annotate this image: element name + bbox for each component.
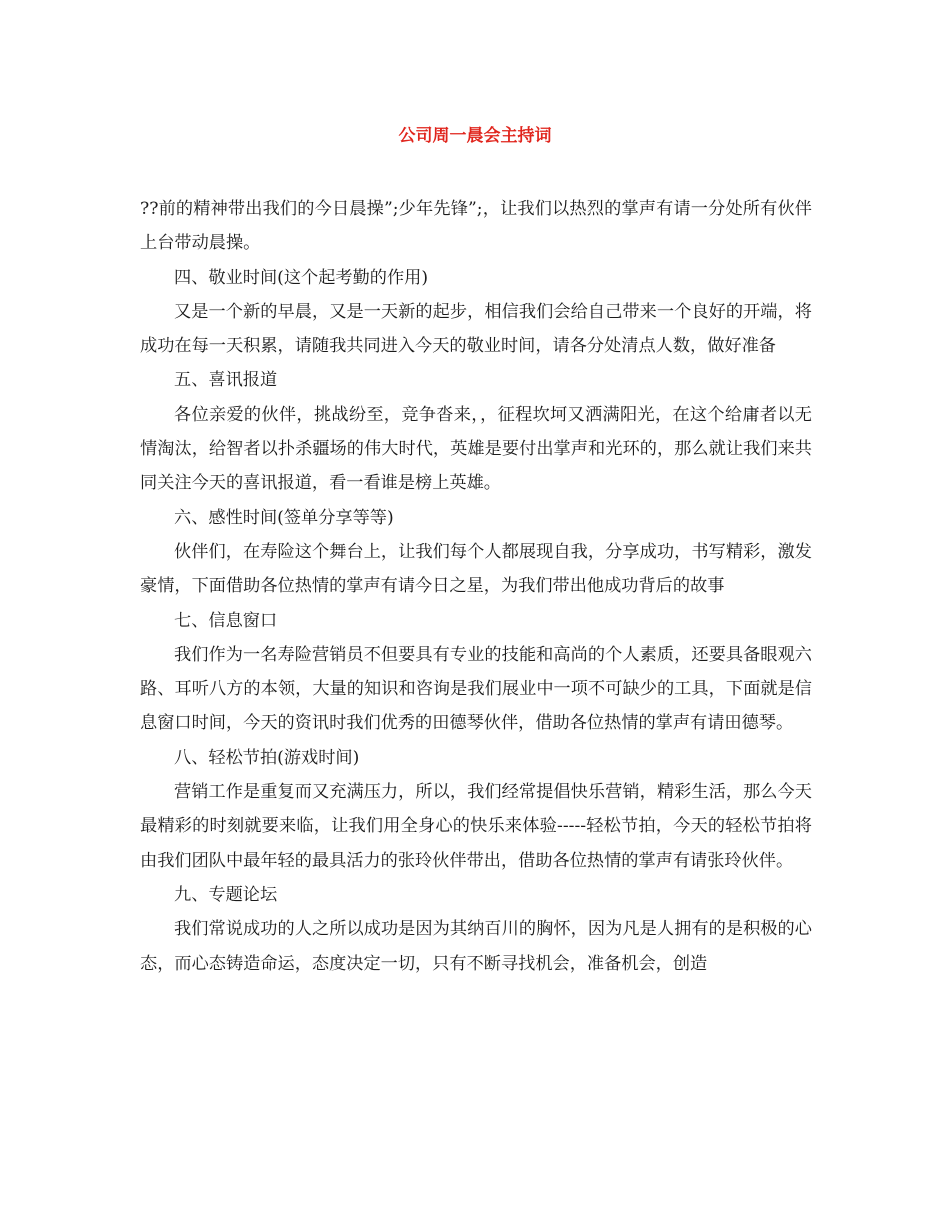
page-title: 公司周一晨会主持词 — [398, 126, 552, 146]
paragraph: 四、敬业时间(这个起考勤的作用) — [174, 267, 429, 288]
paragraph: 我们作为一名寿险营销员不但要具有专业的技能和高尚的个人素质，还要具备眼观六路、耳听八方的本领，大量的知识和咨询是我们展业中一项不可缺少的工具，下面就是信息窗口时间，今天的资讯时我们优秀的田德琴伙伴，借助各位热情的掌声有请田德琴。 — [140, 644, 812, 734]
paragraph: 七、信息窗口 — [174, 610, 278, 631]
paragraph: ??前的精神带出我们的今日晨操”;少年先锋”;，让我们以热烈的掌声有请一分处所有伙伴上台带动晨操。 — [140, 199, 812, 254]
paragraph: 六、感性时间(签单分享等等) — [174, 507, 394, 528]
paragraph: 五、喜讯报道 — [174, 370, 278, 391]
paragraph: 各位亲爱的伙伴，挑战纷至，竞争沓来，，征程坎坷又洒满阳光，在这个给庸者以无情淘汰，给智者以扑杀疆场的伟大时代，英雄是要付出掌声和光环的，那么就让我们来共同关注今天的喜讯报道，看一看谁是榜上英雄。 — [140, 404, 812, 494]
document-body — [140, 192, 812, 981]
paragraph: 营销工作是重复而又充满压力，所以，我们经常提倡快乐营销，精彩生活，那么今天最精彩的时刻就要来临，让我们用全身心的快乐来体验-----轻松节拍，今天的轻松节拍将由我们团队中最年轻的最具活力的张玲伙伴带出，借助各位热情的掌声有请张玲伙伴。 — [140, 782, 812, 871]
paragraph: 伙伴们，在寿险这个舞台上，让我们每个人都展现自我，分享成功，书写精彩，激发豪情，下面借助各位热情的掌声有请今日之星，为我们带出他成功背后的故事 — [140, 541, 812, 597]
paragraph: 我们常说成功的人之所以成功是因为其纳百川的胸怀，因为凡是人拥有的是积极的心态，而心态铸造命运，态度决定一切，只有不断寻找机会，准备机会，创造 — [140, 919, 812, 974]
paragraph: 九、专题论坛 — [174, 884, 278, 905]
paragraph: 八、轻松节拍(游戏时间) — [174, 747, 360, 768]
paragraph: 又是一个新的早晨，又是一天新的起步，相信我们会给自己带来一个良好的开端，将成功在每一天积累，请随我共同进入今天的敬业时间，请各分处清点人数，做好准备 — [140, 301, 812, 357]
